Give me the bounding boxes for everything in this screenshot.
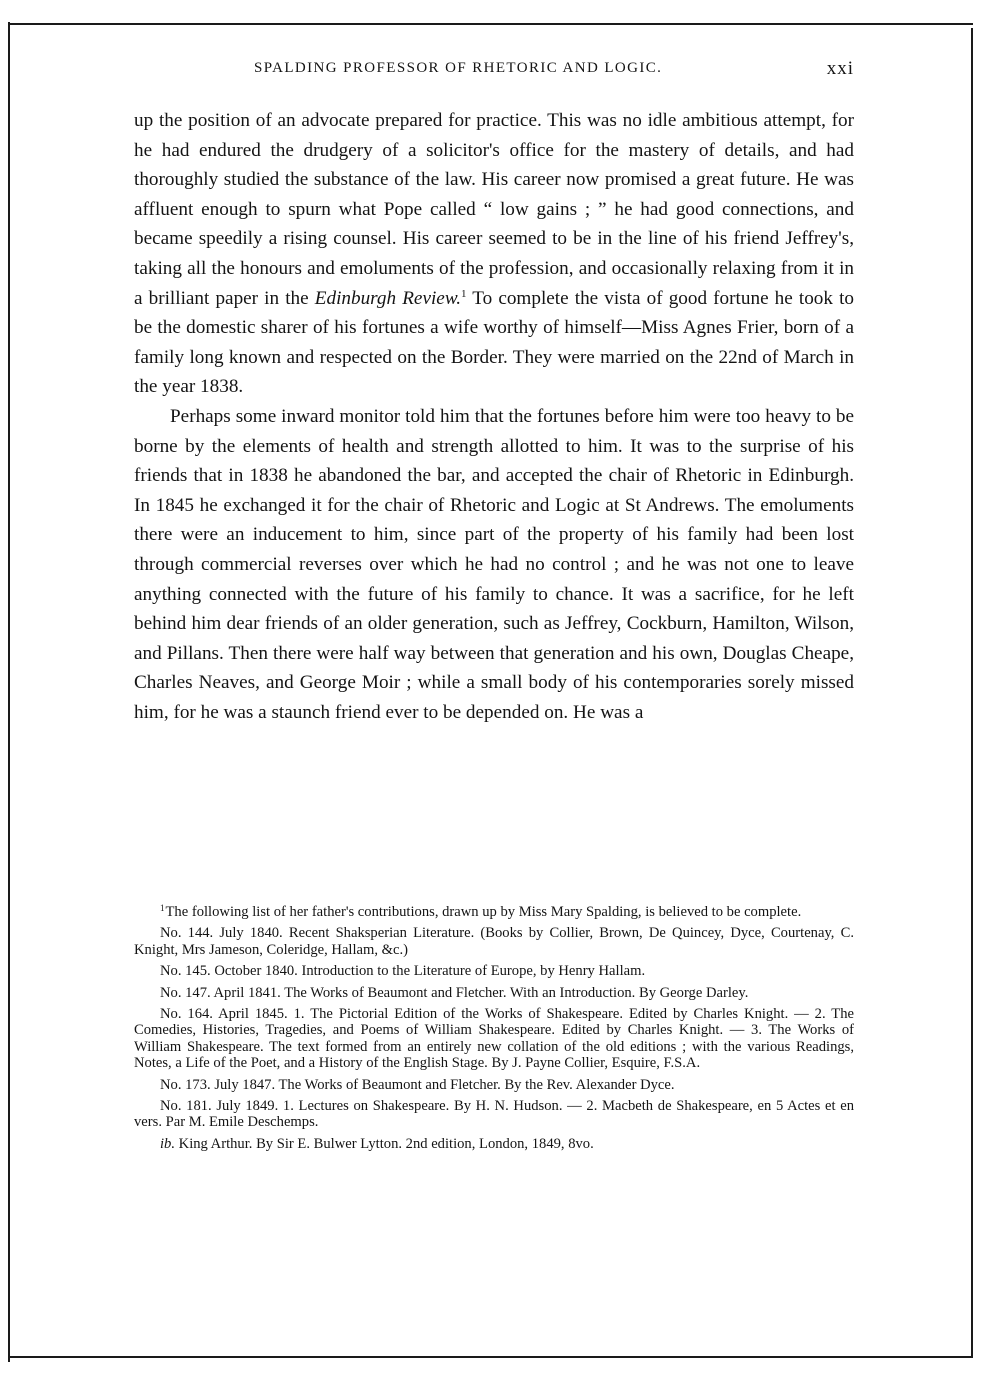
footnote-item — [134, 1136, 854, 1152]
page-border-top — [9, 23, 973, 25]
footnote-item: No. 144. July 1840. Recent Shaksperian Literature. (Books by Collier, Brown, De Quincey, Dyce, Courtenay, C. Knight, Mrs Jameson, Coleridge, Hallam, &c.) — [134, 925, 854, 958]
footnote-item: No. 147. April 1841. The Works of Beaumont and Fletcher. With an Introduction. By George Darley. — [160, 984, 749, 1001]
footnote-item: No. 173. July 1847. The Works of Beaumont and Fletcher. By the Rev. Alexander Dyce. — [160, 1076, 675, 1093]
page-border-left — [8, 22, 10, 1362]
page-number: xxi — [826, 58, 854, 79]
body-text — [134, 106, 854, 727]
paragraph — [134, 106, 854, 402]
page-border-bottom — [9, 1356, 973, 1358]
paragraph-text: To complete the vista of good fortune he took to be the domestic sharer of his fortunes a wife worthy of himself—Miss Agnes Frier, born of a family long known and respected on the Border. They were married on the 22nd of March in the year 1838. — [134, 287, 855, 398]
running-head — [134, 60, 854, 84]
footnote-reference: 1 — [461, 287, 467, 300]
paragraph: Perhaps some inward monitor told him that the fortunes before him were too heavy to be borne by the elements of health and strength allotted to him. It was to the surprise of his friends that in 1838 he abandoned the bar, and accepted the chair of Rhetoric in Edinburgh. In 1845 he exchanged it for the chair of Rhetoric and Logic at St Andrews. The emoluments there were an inducement to him, since part of the property of his family had been lost through commercial reverses over which he had no control ; and he was not one to leave anything connected with the future of his family to chance. It was a sacrifice, for he left behind him dear friends of an older generation, such as Jeffrey, Cockburn, Hamilton, Wilson, and Pillans. Then there were half way between that generation and his own, Douglas Cheape, Charles Neaves, and George Moir ; while a small body of his contemporaries sorely missed him, for he was a staunch friend ever to be depended on. He was a — [134, 405, 854, 723]
running-title: SPALDING PROFESSOR OF RHETORIC AND LOGIC. — [254, 60, 663, 76]
paragraph-text: up the position of an advocate prepared for practice. This was no idle ambitious attempt, for he had endured the drudgery of a solicitor's office for the mastery of details, and had thoroughly studied the substance of the law. His career now promised a great future. He was affluent enough to spurn what Pope called “ low gains ; ” he had good connections, and became speedily a rising counsel. His career seemed to be in the line of his friend Jeffrey's, taking all the honours and emoluments of the profession, and occasionally relaxing from it in a brilliant paper in the — [134, 110, 854, 309]
footnote-intro-text: The following list of her father's contributions, drawn up by Miss Mary Spalding, is believed to be complete. — [165, 904, 802, 920]
footnote-item: No. 181. July 1849. 1. Lectures on Shakespeare. By H. N. Hudson. — 2. Macbeth de Shakespeare, en 5 Actes et en vers. Par M. Emile Deschemps. — [134, 1098, 854, 1131]
page-border-right — [971, 28, 973, 1358]
footnote-item-text: King Arthur. By Sir E. Bulwer Lytton. 2nd edition, London, 1849, 8vo. — [175, 1135, 594, 1152]
footnote-ibid: ib. — [160, 1135, 175, 1152]
footnotes — [134, 904, 854, 1157]
footnote-item: No. 145. October 1840. Introduction to the Literature of Europe, by Henry Hallam. — [160, 963, 646, 980]
journal-title: Edinburgh Review. — [314, 287, 461, 309]
footnote-item: No. 164. April 1845. 1. The Pictorial Edition of the Works of Shakespeare. Edited by Charles Knight. — 2. The Comedies, Histories, Tragedies, and Poems of William Shakespeare. Edited by Charles Knight. — 3. The Works of William Shakespeare. The text formed from an entirely new collation of the old editions ; with the various Readings, Notes, a Life of the Poet, and a History of the English Stage. By J. Payne Collier, Esquire, F.S.A. — [134, 1006, 854, 1072]
footnote-marker: 1 — [160, 903, 165, 913]
footnote-intro — [134, 904, 854, 920]
